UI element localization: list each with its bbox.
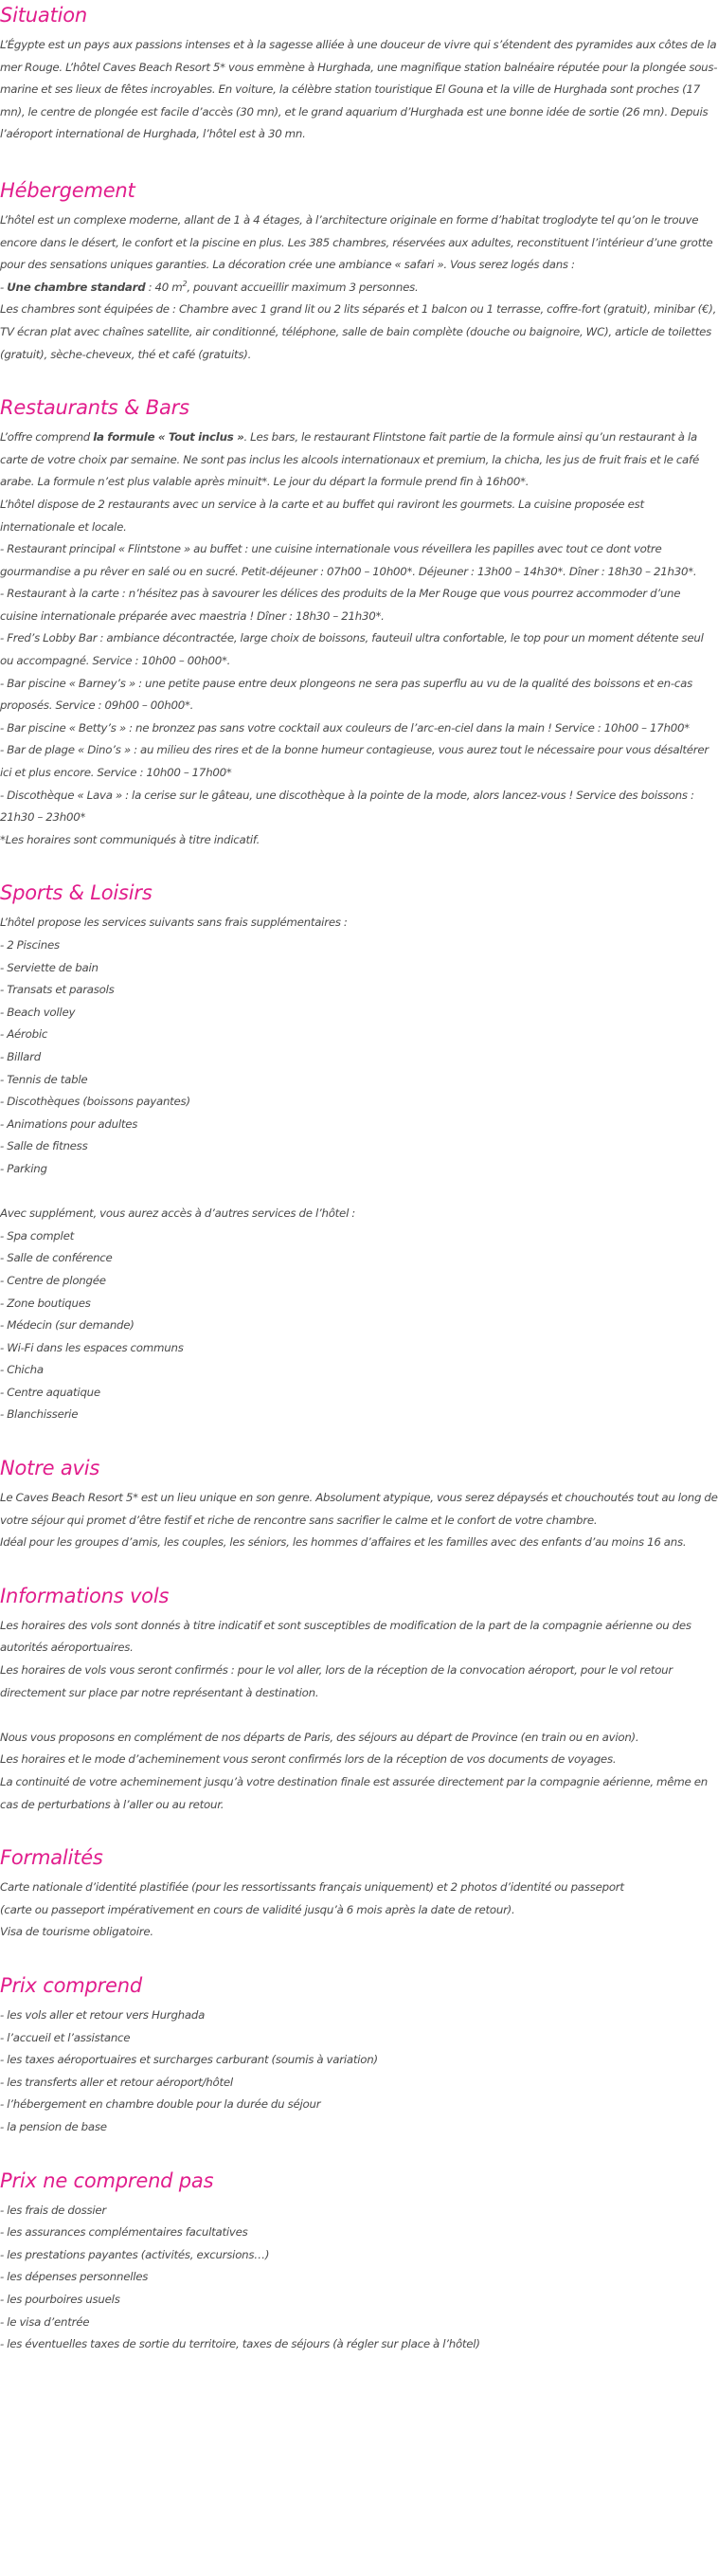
section-sports [0,880,718,1426]
room-size: : 40 m [145,280,183,294]
list-item: - Parking [0,1161,47,1175]
list-item: - Billard [0,1049,41,1063]
list-item: - Beach volley [0,1005,76,1019]
section-title-sports: Sports & Loisirs [0,881,153,905]
list-item: - les éventuelles taxes de sortie du territoire, taxes de séjours (à régler sur place à l’hôtel) [0,2337,480,2351]
section-title-prix-comprend: Prix comprend [0,1973,143,1997]
room-size-unit-exponent: 2 [182,279,188,288]
list-item: - le visa d’entrée [0,2314,90,2329]
spacer [0,1704,718,1727]
restaurants-paragraph: - Bar piscine « Barney’s » : une petite pause entre deux plongeons ne sera pas superflu au vu de la qualité des boissons et en-cas proposés. Service : 09h00 – 00h00*. [0,676,692,713]
list-item: - l’accueil et l’assistance [0,2030,131,2044]
list-item: - Tennis de table [0,1072,88,1086]
section-title-vols: Informations vols [0,1584,170,1607]
section-body-hebergement [0,209,718,366]
section-title-prix-ne-comprend-pas: Prix ne comprend pas [0,2168,214,2192]
section-body-situation [0,34,718,146]
section-avis [0,1455,718,1554]
restaurants-intro [0,426,718,494]
avis-paragraph: Idéal pour les groupes d’amis, les couples, les séniors, les hommes d’affaires et les familles avec des enfants d’au moins 16 ans. [0,1535,687,1550]
section-body-avis [0,1487,718,1554]
room-type-name: Une chambre standard [7,280,146,294]
hebergement-equipment: Les chambres sont équipées de : Chambre avec 1 grand lit ou 2 lits séparés et 1 balcon ou 1 terrasse, coffre-fort (gratuit), minibar (€), TV écran plat avec chaînes satellite, air conditionné, téléphone, salle de bain complète (douche ou baignoire, WC), article de toilettes (gratuit), sèche-cheveux, thé et café (gratuits). [0,302,717,361]
vols-paragraph: Les horaires des vols sont donnés à titre indicatif et sont susceptibles de modification de la part de la compagnie aérienne ou des autorités aéroportuaires. [0,1618,691,1655]
room-prefix: - [0,280,8,294]
restaurants-formula: la formule « Tout inclus » [93,430,244,444]
list-item: - Centre de plongée [0,1273,106,1287]
sports-free-list [0,934,718,1181]
section-title-situation: Situation [0,4,88,27]
restaurants-intro-start: L’offre comprend [0,430,94,444]
list-item: - les prestations payantes (activités, excursions…) [0,2247,270,2261]
vols-paragraph: Les horaires et le mode d’acheminement vous seront confirmés lors de la réception de vos documents de voyages. [0,1752,617,1767]
list-item: - Centre aquatique [0,1385,100,1399]
restaurants-paragraph: - Restaurant à la carte : n’hésitez pas à savourer les délices des produits de la Mer Rouge que vous pourrez accommoder d’une cuisine internationale préparée avec maestria ! Dîner : 18h30 – 21h30*. [0,587,681,623]
list-item: - les frais de dossier [0,2203,107,2217]
situation-paragraph: L’Égypte est un pays aux passions intenses et à la sagesse alliée à une douceur de vivre qui s’étendent des pyramides aux côtes de la mer Rouge. L’hôtel Caves Beach Resort 5* vous emmène à Hurghada, une magnifique station balnéaire réputée pour la plongée sous-marine et ses lieux de fêtes incroyables. En voiture, la célèbre station touristique El Gouna et la ville de Hurghada sont proches (17 mn), le centre de plongée est facile d’accès (30 mn), et le grand aquarium d’Hurghada est une bonne idée de sortie (26 mn). Depuis l’aéroport international de Hurghada, l’hôtel est à 30 mn. [0,38,718,141]
section-title-restaurants: Restaurants & Bars [0,396,189,420]
list-item: - les pourboires usuels [0,2292,120,2306]
vols-paragraph: Nous vous proposons en complément de nos départs de Paris, des séjours au départ de Province (en train ou en avion). [0,1730,639,1744]
section-body-sports [0,912,718,1426]
list-item: - Animations pour adultes [0,1116,138,1131]
formalites-paragraph: Visa de tourisme obligatoire. [0,1925,153,1939]
section-title-hebergement: Hébergement [0,178,135,202]
list-item: - Blanchisserie [0,1407,79,1422]
list-item: - les vols aller et retour vers Hurghada [0,2007,206,2022]
list-item: - l’hébergement en chambre double pour la durée du séjour [0,2097,321,2112]
room-capacity: , pouvant accueillir maximum 3 personnes. [187,280,419,294]
section-body-formalites [0,1877,718,1944]
list-item: - Aérobic [0,1027,48,1042]
list-item: - les transferts aller et retour aéroport/hôtel [0,2075,233,2089]
avis-paragraph: Le Caves Beach Resort 5* est un lieu unique en son genre. Absolument atypique, vous serez dépaysés et chouchoutés tout au long de votre séjour qui promet d’être festif et riche de rencontre sans sacrifier le calme et le confort de votre chambre. [0,1491,718,1527]
section-hebergement [0,177,718,366]
section-title-formalites: Formalités [0,1846,103,1870]
list-item: - les dépenses personnelles [0,2270,149,2284]
list-item: - Spa complet [0,1228,74,1243]
list-item: - Transats et parasols [0,983,115,997]
list-item: - la pension de base [0,2119,107,2133]
list-item: - Zone boutiques [0,1296,91,1310]
section-prix-comprend [0,1972,718,2139]
restaurants-paragraph: - Bar piscine « Betty’s » : ne bronzez pas sans votre cocktail aux couleurs de l’arc-en-ciel dans la main ! Service : 10h00 – 17h00* [0,720,690,735]
restaurants-paragraph: - Restaurant principal « Flintstone » au buffet : une cuisine internationale vous réveillera les papilles avec tout ce dont votre gourmandise a pu rêver en salé ou en sucré. Petit-déjeuner : 07h00 – 10h00*. Déjeuner : 13h00 – 14h30*. Dîner : 18h30 – 21h30*. [0,542,697,578]
section-body-prix-ne-comprend-pas [0,2200,718,2356]
list-item: - Salle de conférence [0,1251,113,1265]
restaurants-paragraph: L’hôtel dispose de 2 restaurants avec un service à la carte et au buffet qui raviront les gourmets. La cuisine proposée est internationale et locale. [0,497,644,534]
section-restaurants [0,394,718,851]
section-body-restaurants [0,426,718,851]
list-item: - Wi-Fi dans les espaces communs [0,1340,184,1354]
section-prix-ne-comprend-pas [0,2168,718,2356]
restaurants-footnote: *Les horaires sont communiqués à titre indicatif. [0,832,260,846]
sports-paid-list [0,1225,718,1426]
vols-paragraph: Les horaires de vols vous seront confirmés : pour le vol aller, lors de la réception de la convocation aéroport, pour le vol retour directement sur place par notre représentant à destination. [0,1663,673,1699]
hebergement-room-type [0,277,718,299]
list-item: - Médecin (sur demande) [0,1318,135,1333]
list-item: - les assurances complémentaires facultatives [0,2225,248,2240]
list-item: - les taxes aéroportuaires et surcharges carburant (soumis à variation) [0,2053,378,2067]
sports-intro: L’hôtel propose les services suivants sans frais supplémentaires : [0,916,348,930]
list-item: - Chicha [0,1363,44,1377]
formalites-paragraph: Carte nationale d’identité plastifiée (pour les ressortissants français uniquement) et 2 photos d’identité ou passeport (carte ou passeport impérativement en cours de validité jusqu’à 6 mois après la date de retour). [0,1880,624,1916]
list-item: - Serviette de bain [0,960,99,974]
list-item: - 2 Piscines [0,938,60,952]
section-title-avis: Notre avis [0,1457,100,1480]
section-vols [0,1583,718,1816]
hebergement-intro: L’hôtel est un complexe moderne, allant de 1 à 4 étages, à l’architecture originale en forme d’habitat troglodyte tel qu’on le trouve encore dans le désert, le confort et la piscine en plus. Les 385 chambres, réservées aux adultes, reconstituent l’intérieur d’une grotte pour des sensations uniques garanties. La décoration crée une ambiance « safari ». Vous serez logés dans : [0,212,713,272]
list-item: - Salle de fitness [0,1139,88,1153]
spacer [0,1181,718,1204]
sports-paid-intro: Avec supplément, vous aurez accès à d’autres services de l’hôtel : [0,1206,356,1221]
section-formalites [0,1844,718,1944]
section-body-vols [0,1615,718,1816]
restaurants-paragraph: - Fred’s Lobby Bar : ambiance décontractée, large choix de boissons, fauteuil ultra confortable, le top pour un moment détente seul ou accompagné. Service : 10h00 – 00h00*. [0,631,704,668]
vols-paragraph: La continuité de votre acheminement jusqu’à votre destination finale est assurée directement par la compagnie aérienne, même en cas de perturbations à l’aller ou au retour. [0,1775,708,1811]
restaurants-paragraph: - Discothèque « Lava » : la cerise sur le gâteau, une discothèque à la pointe de la mode, alors lancez-vous ! Service des boissons : 21h30 – 23h00* [0,788,694,825]
list-item: - Discothèques (boissons payantes) [0,1095,190,1109]
section-body-prix-comprend [0,2005,718,2139]
restaurants-paragraph: - Bar de plage « Dino’s » : au milieu des rires et de la bonne humeur contagieuse, vous aurez tout le nécessaire pour vous désaltérer ici et plus encore. Service : 10h00 – 17h00* [0,743,709,780]
restaurants-intro-end: . Les bars, le restaurant Flintstone fait partie de la formule ainsi qu’un restaurant à la carte de votre choix par semaine. Ne sont pas inclus les alcools internationaux et premium, la chicha, les jus de fruit frais et le café arabe. La formule n’est plus valable après minuit*. Le jour du départ la formule prend fin à 16h00*. [0,430,699,489]
section-situation [0,2,718,146]
